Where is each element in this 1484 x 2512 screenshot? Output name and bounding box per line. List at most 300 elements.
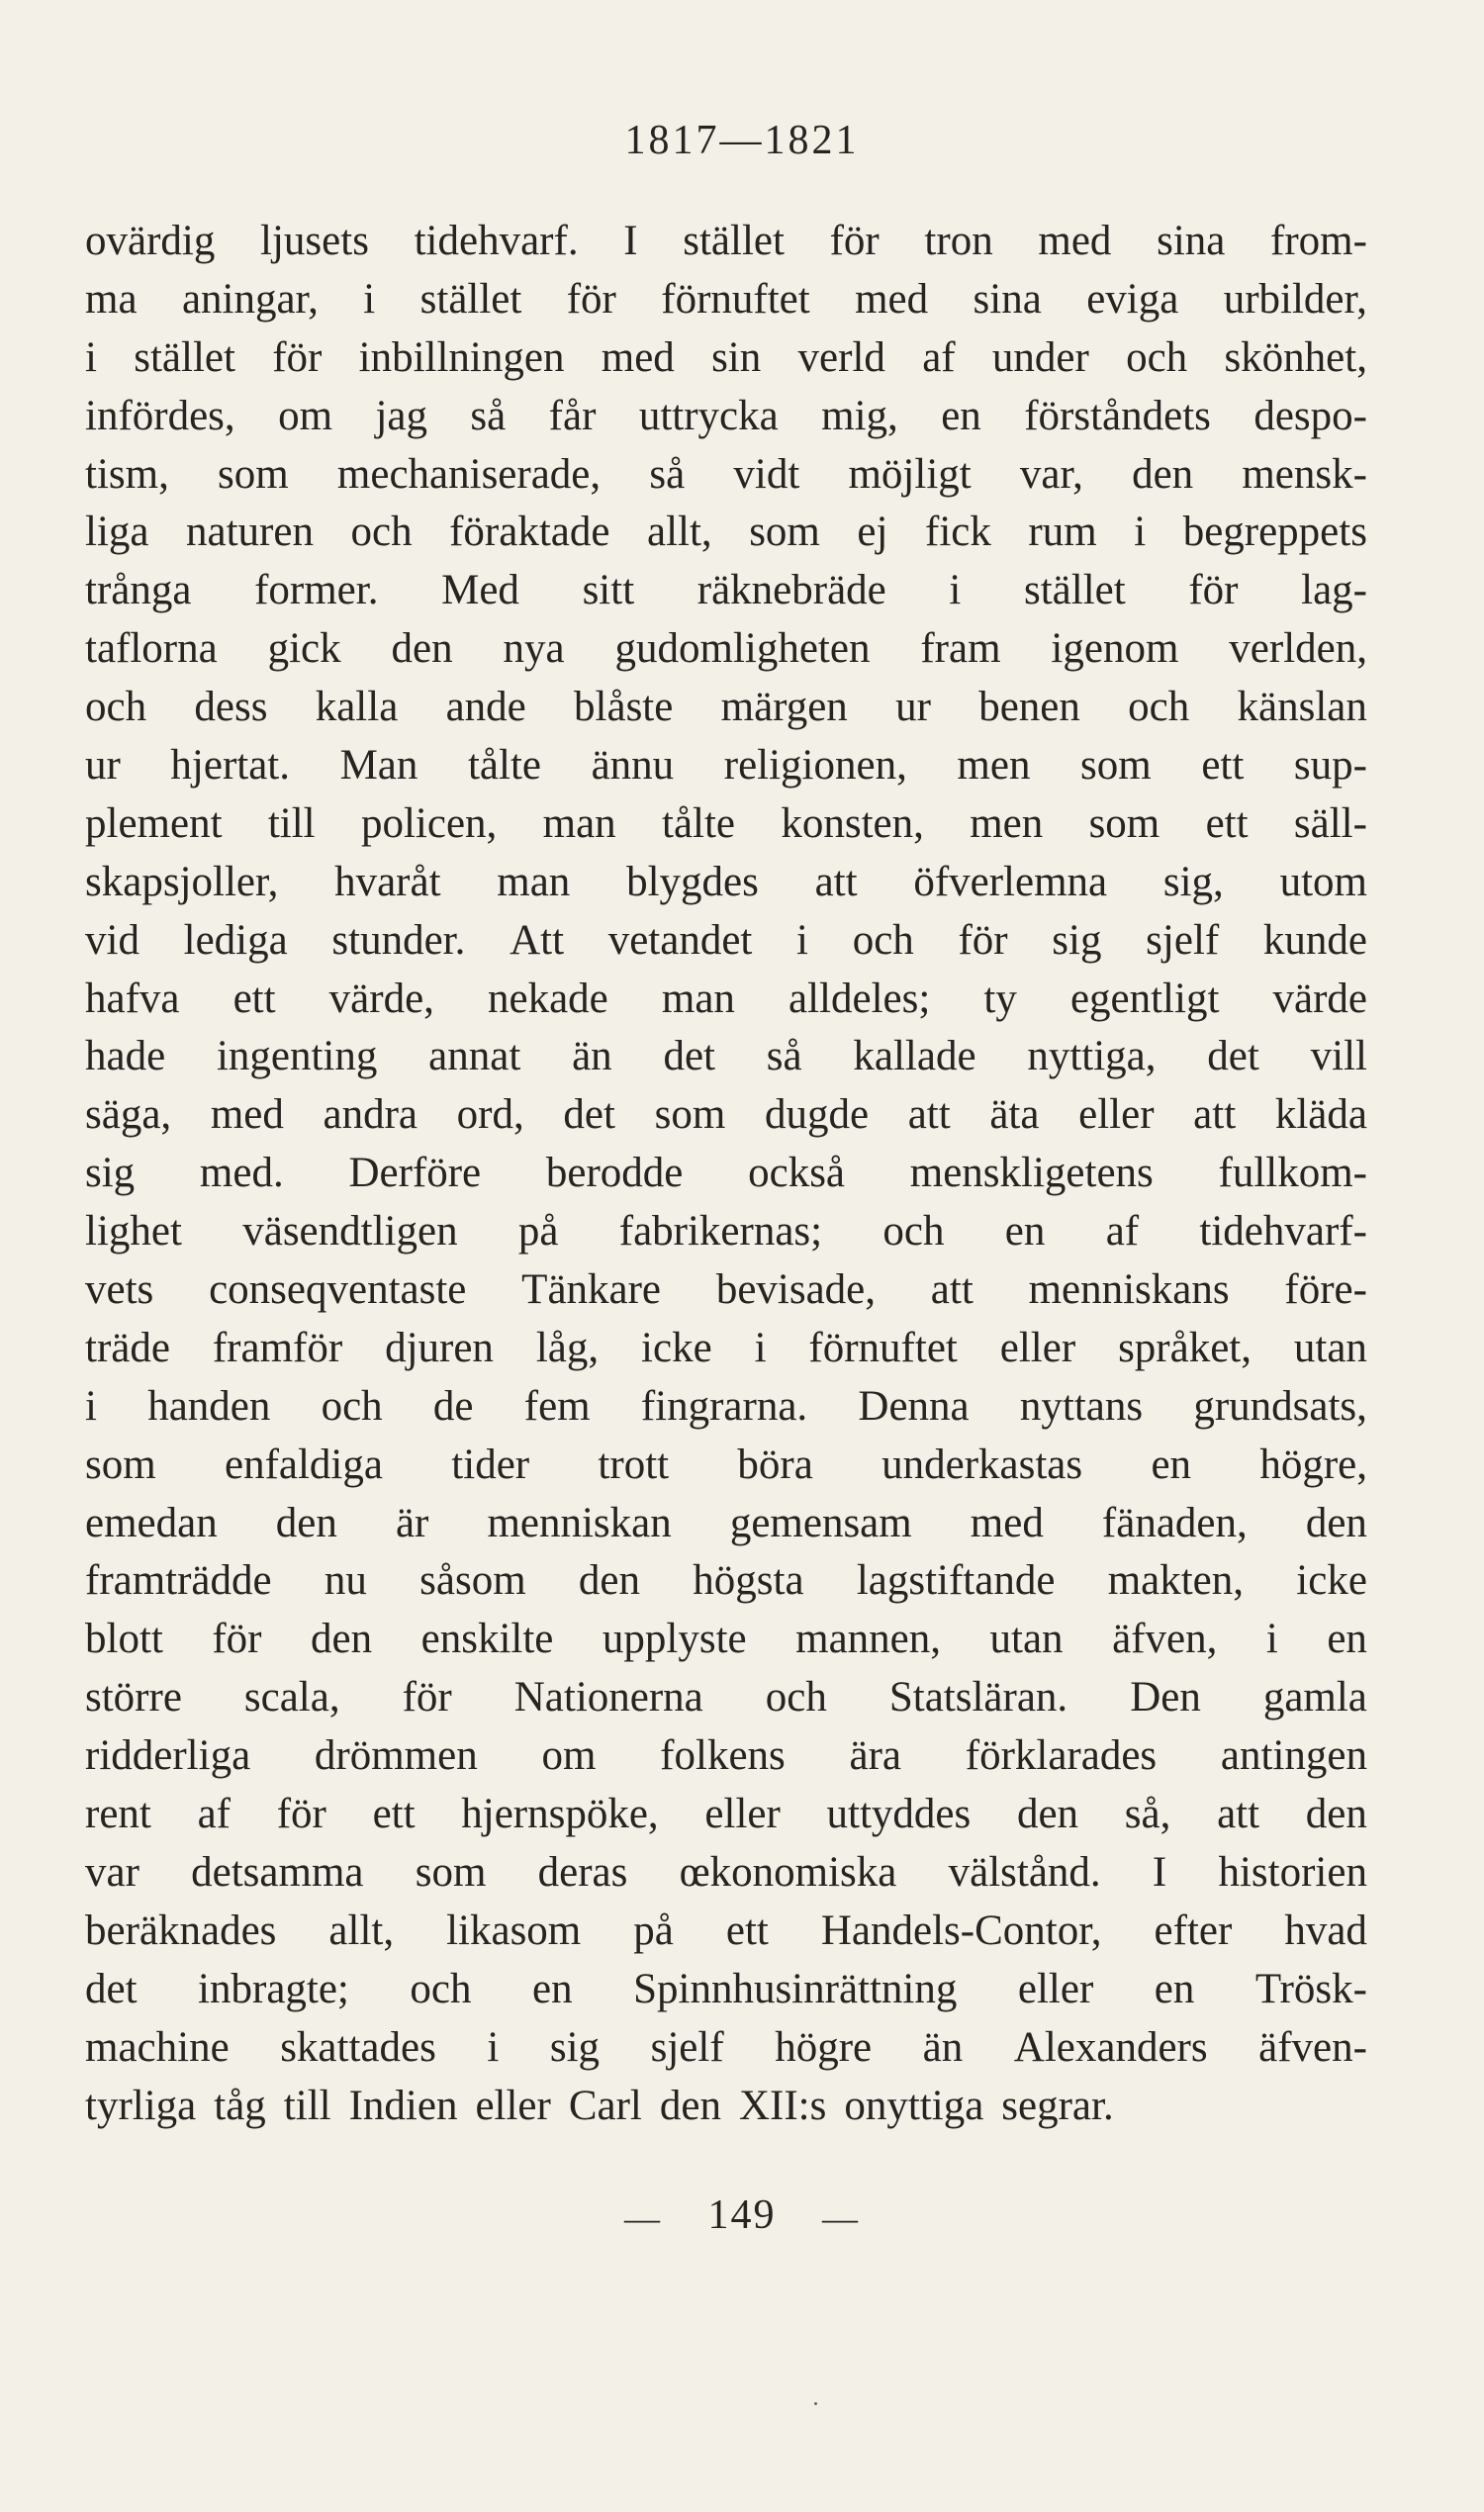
word: aningar, (181, 275, 319, 323)
word: rum (1028, 509, 1097, 556)
word: i (363, 275, 376, 323)
word: med (210, 1091, 284, 1139)
word: gudomligheten (614, 625, 871, 673)
word: får (548, 392, 597, 439)
word: är (395, 1499, 429, 1546)
word: gick (267, 625, 341, 673)
word: infördes, (85, 392, 235, 439)
word: att (930, 1266, 974, 1314)
word: välstånd. (948, 1848, 1101, 1896)
word: tåg (214, 2082, 266, 2129)
word: egentligt (1069, 975, 1220, 1022)
word: för (1188, 567, 1239, 614)
word: säga, (85, 1091, 172, 1139)
word: skapsjoller, (85, 858, 279, 905)
word: ma (85, 275, 138, 323)
word: handen (147, 1382, 271, 1430)
word: räknebräde (696, 567, 886, 614)
word: så, (1124, 1791, 1171, 1838)
word: allt, (646, 509, 712, 556)
text-line (85, 1145, 1367, 1203)
word: i (1134, 509, 1147, 556)
word: för (276, 1791, 326, 1838)
word: möjligt (848, 450, 972, 498)
word: eller (1017, 1965, 1094, 2012)
word: mechaniserade, (336, 450, 602, 498)
word: lediga (183, 916, 288, 964)
word: äta (989, 1091, 1040, 1139)
word: man (661, 975, 735, 1022)
word: tidehvarf. (414, 218, 579, 264)
word: en (1151, 1441, 1192, 1488)
word: fram (920, 625, 1001, 673)
word: urbilder, (1223, 275, 1367, 323)
word: ovärdig (85, 218, 216, 264)
word: som (1088, 799, 1160, 847)
word: tism, (85, 450, 169, 498)
word: deras (537, 1848, 628, 1896)
word: djuren (385, 1324, 494, 1371)
word: den (1016, 1791, 1079, 1838)
word: ett (1205, 799, 1249, 847)
word: Nationerna (513, 1674, 703, 1721)
word: tyrliga (85, 2082, 197, 2129)
text-line (85, 271, 1367, 329)
word: blott (85, 1616, 163, 1663)
word: from- (1270, 218, 1367, 264)
word: jag (375, 392, 427, 439)
text-line (85, 1320, 1367, 1378)
word: till (267, 799, 316, 847)
word: sjelf (1146, 916, 1220, 964)
word: underkastas (881, 1441, 1083, 1488)
word: vidt (733, 450, 800, 498)
word: ett (232, 975, 276, 1022)
word: före- (1284, 1266, 1367, 1314)
word: Spinnhusinrättning (633, 1965, 958, 2012)
word: och (1128, 684, 1190, 731)
word: träde (85, 1324, 170, 1371)
text-line (85, 1086, 1367, 1145)
word: en (941, 392, 981, 439)
word: beräknades (85, 1907, 277, 1954)
word: vid (85, 916, 139, 964)
word: Alexanders (1013, 2023, 1208, 2071)
word: i (796, 916, 808, 964)
word: hjertat. (170, 742, 290, 790)
word: stället (134, 333, 235, 381)
text-line (85, 1727, 1367, 1786)
word: vetandet (607, 916, 753, 964)
word: fänaden, (1101, 1499, 1248, 1546)
word: tålte (662, 799, 736, 847)
text-line (85, 737, 1367, 795)
word: större (85, 1674, 182, 1721)
word: att (1217, 1791, 1260, 1838)
word: ur (895, 684, 931, 731)
word: och (1126, 333, 1188, 381)
word: att (907, 1091, 951, 1139)
word: allt, (328, 1907, 395, 1954)
word: lighet (85, 1208, 182, 1256)
word: mensk- (1242, 450, 1367, 498)
word: i (754, 1324, 767, 1371)
word: med (970, 1499, 1044, 1546)
word: dess (194, 684, 268, 731)
word: mig, (821, 392, 898, 439)
word: benen (978, 684, 1080, 731)
word: ära (849, 1732, 902, 1780)
text-line (85, 1378, 1367, 1437)
word: och (410, 1965, 472, 2012)
word: den (1305, 1499, 1367, 1546)
word: vill (1310, 1033, 1367, 1080)
text-line (85, 854, 1367, 912)
paper-speck (814, 2402, 817, 2405)
word: religionen, (723, 742, 907, 790)
word: språket, (1118, 1324, 1252, 1371)
word: drömmen (314, 1732, 478, 1780)
word: eller (704, 1791, 781, 1838)
word: Man (339, 742, 418, 790)
word: i (85, 333, 97, 381)
word: en (1327, 1616, 1367, 1663)
word: eller (999, 1324, 1076, 1371)
word: förnuftet (661, 275, 810, 323)
word: och (765, 1674, 827, 1721)
word: af (1105, 1208, 1140, 1256)
text-line (85, 1844, 1367, 1903)
word: fingrarna. (640, 1382, 808, 1430)
word: makten, (1107, 1557, 1245, 1605)
word: högsta (693, 1557, 804, 1605)
word: för (212, 1616, 262, 1663)
text-line (85, 562, 1367, 620)
text-line (85, 1552, 1367, 1611)
word: sitt (582, 567, 635, 614)
word: högre, (1259, 1441, 1367, 1488)
word: på (517, 1208, 559, 1256)
body-text (85, 213, 1367, 2135)
word: och (882, 1208, 945, 1256)
word: under (991, 333, 1089, 381)
word: så (470, 392, 507, 439)
word: i (85, 1382, 97, 1430)
word: att (1193, 1091, 1237, 1139)
word: detsamma (191, 1848, 364, 1896)
word: liga (85, 509, 149, 556)
word: inbragte; (198, 1965, 349, 2012)
word: sina (973, 275, 1042, 323)
word: framför (212, 1324, 343, 1371)
word: den (1305, 1791, 1367, 1838)
word: ty (983, 975, 1017, 1022)
word: var (85, 1848, 139, 1896)
word: trott (598, 1441, 670, 1488)
word: värde, (328, 975, 434, 1022)
word: nya (503, 625, 565, 673)
word: man (542, 799, 616, 847)
word: af (197, 1791, 231, 1838)
word: för (829, 218, 880, 264)
folio-dash-left: — (624, 2198, 662, 2239)
word: fullkom- (1218, 1150, 1367, 1197)
word: Att (510, 916, 565, 964)
word: igenom (1051, 625, 1179, 673)
word: tidehvarf- (1199, 1208, 1367, 1256)
word: sig (1052, 916, 1102, 964)
word: menniskan (487, 1499, 672, 1546)
word: tålte (467, 742, 541, 790)
word: i (487, 2023, 500, 2071)
word: hvaråt (334, 858, 441, 905)
word: tider (451, 1441, 530, 1488)
word: så (766, 1033, 802, 1080)
word: att (814, 858, 858, 905)
word: väsendtligen (242, 1208, 458, 1256)
word: med (855, 275, 929, 323)
word: lagstiftande (856, 1557, 1056, 1605)
word: kalla (315, 684, 399, 731)
word: och (85, 684, 147, 731)
word: ej (857, 509, 888, 556)
word: för (958, 916, 1008, 964)
word: menskligetens (909, 1150, 1154, 1197)
word: Denna (858, 1382, 970, 1430)
folio-dash-right: — (822, 2198, 860, 2239)
word: ridderliga (85, 1732, 251, 1780)
word: hade (85, 1033, 166, 1080)
word: Handels-Contor, (820, 1907, 1102, 1954)
word: verld (797, 333, 885, 381)
word: hjernspöke, (461, 1791, 659, 1838)
word: som (85, 1441, 156, 1488)
word: enskilte (420, 1616, 554, 1663)
text-line (85, 1495, 1367, 1553)
word: på (633, 1907, 674, 1954)
word: vets (85, 1266, 154, 1314)
word: utan (989, 1616, 1064, 1663)
text-line (85, 446, 1367, 505)
word: men (970, 799, 1044, 847)
word: icke (1296, 1557, 1367, 1605)
word: Tänkare (521, 1266, 662, 1314)
text-line (85, 213, 1367, 271)
text-line (85, 679, 1367, 737)
text-line (85, 2078, 1367, 2136)
word: lag- (1301, 567, 1367, 614)
word: Carl (568, 2082, 642, 2129)
page-number: 149 (707, 2192, 777, 2238)
word: i (949, 567, 962, 614)
word: begreppets (1182, 509, 1367, 556)
word: dugde (764, 1091, 870, 1139)
word: œkonomiska (679, 1848, 897, 1896)
word: annat (428, 1033, 521, 1080)
word: och (350, 509, 413, 556)
word: ett (372, 1791, 416, 1838)
text-line (85, 504, 1367, 562)
word: sig (85, 1150, 136, 1197)
word: som (1080, 742, 1152, 790)
word: gemensam (729, 1499, 912, 1546)
word: det (663, 1033, 715, 1080)
word: berodde (545, 1150, 684, 1197)
word: nu (324, 1557, 367, 1605)
word: nyttans (1019, 1382, 1144, 1430)
word: förståndets (1024, 392, 1211, 439)
word: upplyste (602, 1616, 747, 1663)
word: naturen (186, 509, 314, 556)
text-line (85, 1903, 1367, 1961)
text-line (85, 2019, 1367, 2078)
word: sin (711, 333, 762, 381)
word: med (601, 333, 675, 381)
word: uttyddes (826, 1791, 972, 1838)
word: despo- (1253, 392, 1367, 439)
word: om (541, 1732, 597, 1780)
word: förklarades (965, 1732, 1158, 1780)
word: såsom (419, 1557, 526, 1605)
word: ande (445, 684, 526, 731)
word: stunder. (331, 916, 466, 964)
word: man (497, 858, 571, 905)
text-line (85, 1611, 1367, 1669)
word: Med (441, 567, 519, 614)
word: en (531, 1965, 573, 2012)
word: alldeles; (788, 975, 931, 1022)
word: verlden, (1229, 625, 1367, 673)
word: äfven- (1258, 2023, 1367, 2071)
word: efter (1154, 1907, 1233, 1954)
word: kläda (1274, 1091, 1367, 1139)
word: om (278, 392, 333, 439)
word: de (432, 1382, 474, 1430)
word: icke (641, 1324, 712, 1371)
word: nekade (488, 975, 608, 1022)
word: likasom (446, 1907, 582, 1954)
word: och (852, 916, 914, 964)
word: den (659, 2082, 721, 2129)
text-line (85, 971, 1367, 1029)
word: I (623, 218, 638, 264)
word: i (1265, 1616, 1278, 1663)
word: ord, (456, 1091, 524, 1139)
word: onyttiga (844, 2082, 984, 2129)
word: sjelf (650, 2023, 724, 2071)
word: antingen (1220, 1732, 1367, 1780)
word: menniskans (1028, 1266, 1230, 1314)
word: den (311, 1616, 373, 1663)
word: med (1038, 218, 1112, 264)
word: emedan (85, 1499, 218, 1546)
word: öfverlemna (913, 858, 1108, 905)
text-line (85, 388, 1367, 446)
word: stället (1024, 567, 1126, 614)
text-line (85, 1786, 1367, 1844)
word: också (748, 1150, 846, 1197)
word: Indien (348, 2082, 458, 2129)
word: fabrikernas; (618, 1208, 823, 1256)
word: uttrycka (638, 392, 779, 439)
running-header: 1817—1821 (624, 118, 860, 163)
word: en (1004, 1208, 1046, 1256)
word: ljusets (260, 218, 369, 264)
word: eviga (1086, 275, 1179, 323)
word: för (402, 1674, 452, 1721)
word: stället (419, 275, 522, 323)
text-line (85, 1203, 1367, 1261)
word: blåste (574, 684, 674, 731)
word: blygdes (626, 858, 759, 905)
text-line (85, 1261, 1367, 1320)
word: den (275, 1499, 337, 1546)
word: var, (1019, 450, 1083, 498)
word: sup- (1293, 742, 1367, 790)
word: känslan (1237, 684, 1367, 731)
word: kunde (1262, 916, 1367, 964)
word: conseqventaste (209, 1266, 467, 1314)
word: konsten, (781, 799, 924, 847)
word: ur (85, 742, 121, 790)
text-line (85, 912, 1367, 971)
word: kallade (853, 1033, 976, 1080)
word: historien (1218, 1848, 1367, 1896)
word: enfaldiga (225, 1441, 383, 1488)
text-line (85, 1437, 1367, 1495)
text-line (85, 795, 1367, 854)
word: inbillningen (358, 333, 565, 381)
word: af (922, 333, 956, 381)
word: som (415, 1848, 487, 1896)
word: nyttiga, (1027, 1033, 1157, 1080)
word: hafva (85, 975, 180, 1022)
word: taflorna (85, 625, 218, 673)
word: för (272, 333, 323, 381)
word: framträdde (85, 1557, 272, 1605)
word: eller (475, 2082, 551, 2129)
word: en (1154, 1965, 1195, 2012)
word: säll- (1293, 799, 1367, 847)
word: fick (925, 509, 991, 556)
word: trånga (85, 567, 192, 614)
word: eller (1078, 1091, 1155, 1139)
word: men (957, 742, 1031, 790)
word: tron (924, 218, 993, 264)
word: bevisade, (715, 1266, 876, 1314)
word: mannen, (795, 1616, 941, 1663)
text-line (85, 620, 1367, 679)
word: Trösk- (1254, 1965, 1367, 2012)
word: än (922, 2023, 964, 2071)
word: högre (775, 2023, 873, 2071)
word: sina (1157, 218, 1226, 264)
text-line (85, 1028, 1367, 1086)
word: policen, (360, 799, 498, 847)
word: Statsläran. (888, 1674, 1068, 1721)
word: ingenting (216, 1033, 378, 1080)
word: plement (85, 799, 223, 847)
word: förnuftet (808, 1324, 958, 1371)
word: den (578, 1557, 640, 1605)
word: XII:s (738, 2082, 827, 2129)
word: stället (683, 218, 785, 264)
word: sig (549, 2023, 601, 2071)
word: den (1132, 450, 1194, 498)
word: det (563, 1091, 615, 1139)
word: folkens (660, 1732, 786, 1780)
word: machine (85, 2023, 230, 2071)
